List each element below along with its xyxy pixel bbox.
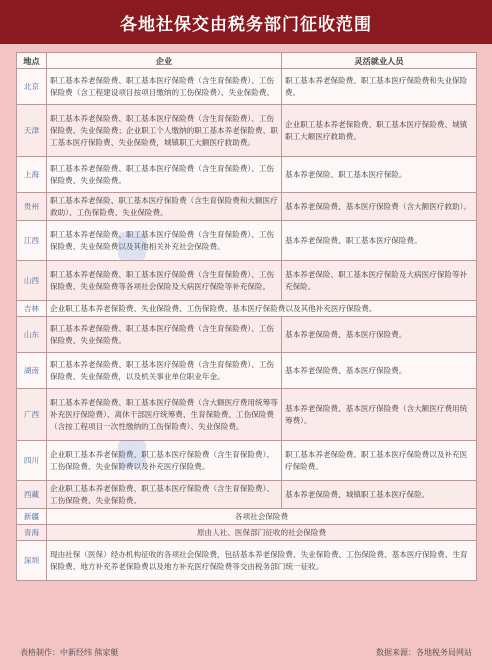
row-enterprise: 职工基本养老保险费、职工基本医疗保险费（含生育保险费）、工伤保险费、失业保险费，以及机关事业单位职业年金。 <box>47 353 282 389</box>
table-row <box>17 301 477 317</box>
row-full: 原由人社、医保部门征收的社会保险费 <box>47 525 477 541</box>
header-location: 地点 <box>17 53 47 69</box>
row-location: 西藏 <box>17 481 47 509</box>
page-title: 各地社保交由税务部门征收范围 <box>0 0 492 44</box>
footer <box>16 643 476 661</box>
table-row <box>17 541 477 581</box>
footer-source: 数据来源：各地税务局网站 <box>376 647 472 657</box>
row-flexible: 基本养老保险费、基本医疗保险费（含大额医疗救助）。 <box>282 193 477 221</box>
header-flexible: 灵活就业人员 <box>282 53 477 69</box>
row-location: 北京 <box>17 69 47 105</box>
row-enterprise: 职工基本养老保险费、职工基本医疗保险费（含生育保险费）、工伤保险费、失业保险费。 <box>47 317 282 353</box>
row-flexible: 基本养老保险费、基本医疗保险费（含大额医疗费用统筹费）。 <box>282 389 477 441</box>
row-enterprise: 企业职工基本养老保险费、职工基本医疗保险费（含生育保险费）、工伤保险费、失业保险费以及补充医疗保险费。 <box>47 441 282 481</box>
row-full: 企业职工基本养老保险费、失业保险费、工伤保险费、基本医疗保险费以及其他补充医疗保险费。 <box>47 301 477 317</box>
table-row <box>17 261 477 301</box>
row-location: 深圳 <box>17 541 47 581</box>
table-row <box>17 441 477 481</box>
row-flexible: 企业职工基本养老保险费、职工基本医疗保险费、城镇职工大额医疗救助费。 <box>282 105 477 157</box>
row-location: 山西 <box>17 261 47 301</box>
table-row <box>17 509 477 525</box>
table-row <box>17 389 477 441</box>
row-flexible: 基本养老保险、职工基本医疗保险及大病医疗保险等补充保险。 <box>282 261 477 301</box>
row-enterprise: 职工基本养老保险、职工基本医疗保险费（含生育保险费和大额医疗救助）、工伤保险费、失业保险费。 <box>47 193 282 221</box>
footer-maker: 表格制作：中新经纬 熊家艇 <box>20 647 119 657</box>
row-location: 贵州 <box>17 193 47 221</box>
scope-table <box>16 52 477 581</box>
table-header-row <box>17 53 477 69</box>
table-row <box>17 105 477 157</box>
row-enterprise: 企业职工基本养老保险费、职工基本医疗保险费（含生育保险费）、工伤保险费、失业保险费。 <box>47 481 282 509</box>
row-flexible: 基本养老保险费、基本医疗保险费。 <box>282 317 477 353</box>
watermark-logo-icon <box>118 232 146 260</box>
row-enterprise: 职工基本养老保险费、职工基本医疗保险费（含大额医疗费用统筹等补充医疗保险费）、离休干部医疗统筹费、生育保险费、工伤保险费（含按工程项目一次性缴纳的工伤保险费）、失业保险费。 <box>47 389 282 441</box>
row-enterprise: 职工基本养老保险费、职工基本医疗保险费（含生育保险费）、工伤保险费、失业保险费；企业职工个人缴纳的职工基本养老保险费、职工基本医疗保险费、失业保险费，城镇职工大额医疗救助费。 <box>47 105 282 157</box>
row-location: 四川 <box>17 441 47 481</box>
row-location: 湖南 <box>17 353 47 389</box>
row-flexible: 基本养老保险、职工基本医疗保险。 <box>282 157 477 193</box>
row-location: 江西 <box>17 221 47 261</box>
table-row <box>17 481 477 509</box>
row-flexible: 基本养老保险费、城镇职工基本医疗保险。 <box>282 481 477 509</box>
watermark-logo-icon <box>118 440 146 468</box>
row-enterprise: 职工基本养老保险费、职工基本医疗保险费（含生育保险费）、工伤保险费、失业保险费等各项社会保险及大病医疗保险等补充保险。 <box>47 261 282 301</box>
row-enterprise: 职工基本养老保险费、职工基本医疗保险费（含生育保险费）、工伤保险费、失业保险费以及其他相关补充社会保险费。 <box>47 221 282 261</box>
row-flexible: 基本养老保险费、职工基本医疗保险费。 <box>282 221 477 261</box>
table-row <box>17 525 477 541</box>
row-flexible: 职工基本养老保险费、职工基本医疗保险费以及补充医疗保险费。 <box>282 441 477 481</box>
row-full: 现由社保（医保）经办机构征收的各项社会保险费，包括基本养老保险费、失业保险费、工伤保险费、基本医疗保险费、生育保险费、地方补充养老保险费以及地方补充医疗保险费等交由税务部门统一征收。 <box>47 541 477 581</box>
table-row <box>17 317 477 353</box>
header-enterprise: 企业 <box>47 53 282 69</box>
table-row <box>17 157 477 193</box>
row-location: 天津 <box>17 105 47 157</box>
row-location: 山东 <box>17 317 47 353</box>
table-row <box>17 221 477 261</box>
row-location: 新疆 <box>17 509 47 525</box>
row-location: 广西 <box>17 389 47 441</box>
row-enterprise: 职工基本养老保险费、职工基本医疗保险费（含生育保险费）、工伤保险费（含工程建设项目按项目缴纳的工伤保险费）、失业保险费。 <box>47 69 282 105</box>
row-location: 上海 <box>17 157 47 193</box>
row-flexible: 职工基本养老保险费、职工基本医疗保险费和失业保险费。 <box>282 69 477 105</box>
row-full: 各项社会保险费 <box>47 509 477 525</box>
table-row <box>17 193 477 221</box>
row-location: 吉林 <box>17 301 47 317</box>
table-row <box>17 69 477 105</box>
row-flexible: 基本养老保险费、基本医疗保险费。 <box>282 353 477 389</box>
table-row <box>17 353 477 389</box>
row-enterprise: 职工基本养老保险费、职工基本医疗保险费（含生育保险费）、工伤保险费、失业保险费。 <box>47 157 282 193</box>
row-location: 青海 <box>17 525 47 541</box>
